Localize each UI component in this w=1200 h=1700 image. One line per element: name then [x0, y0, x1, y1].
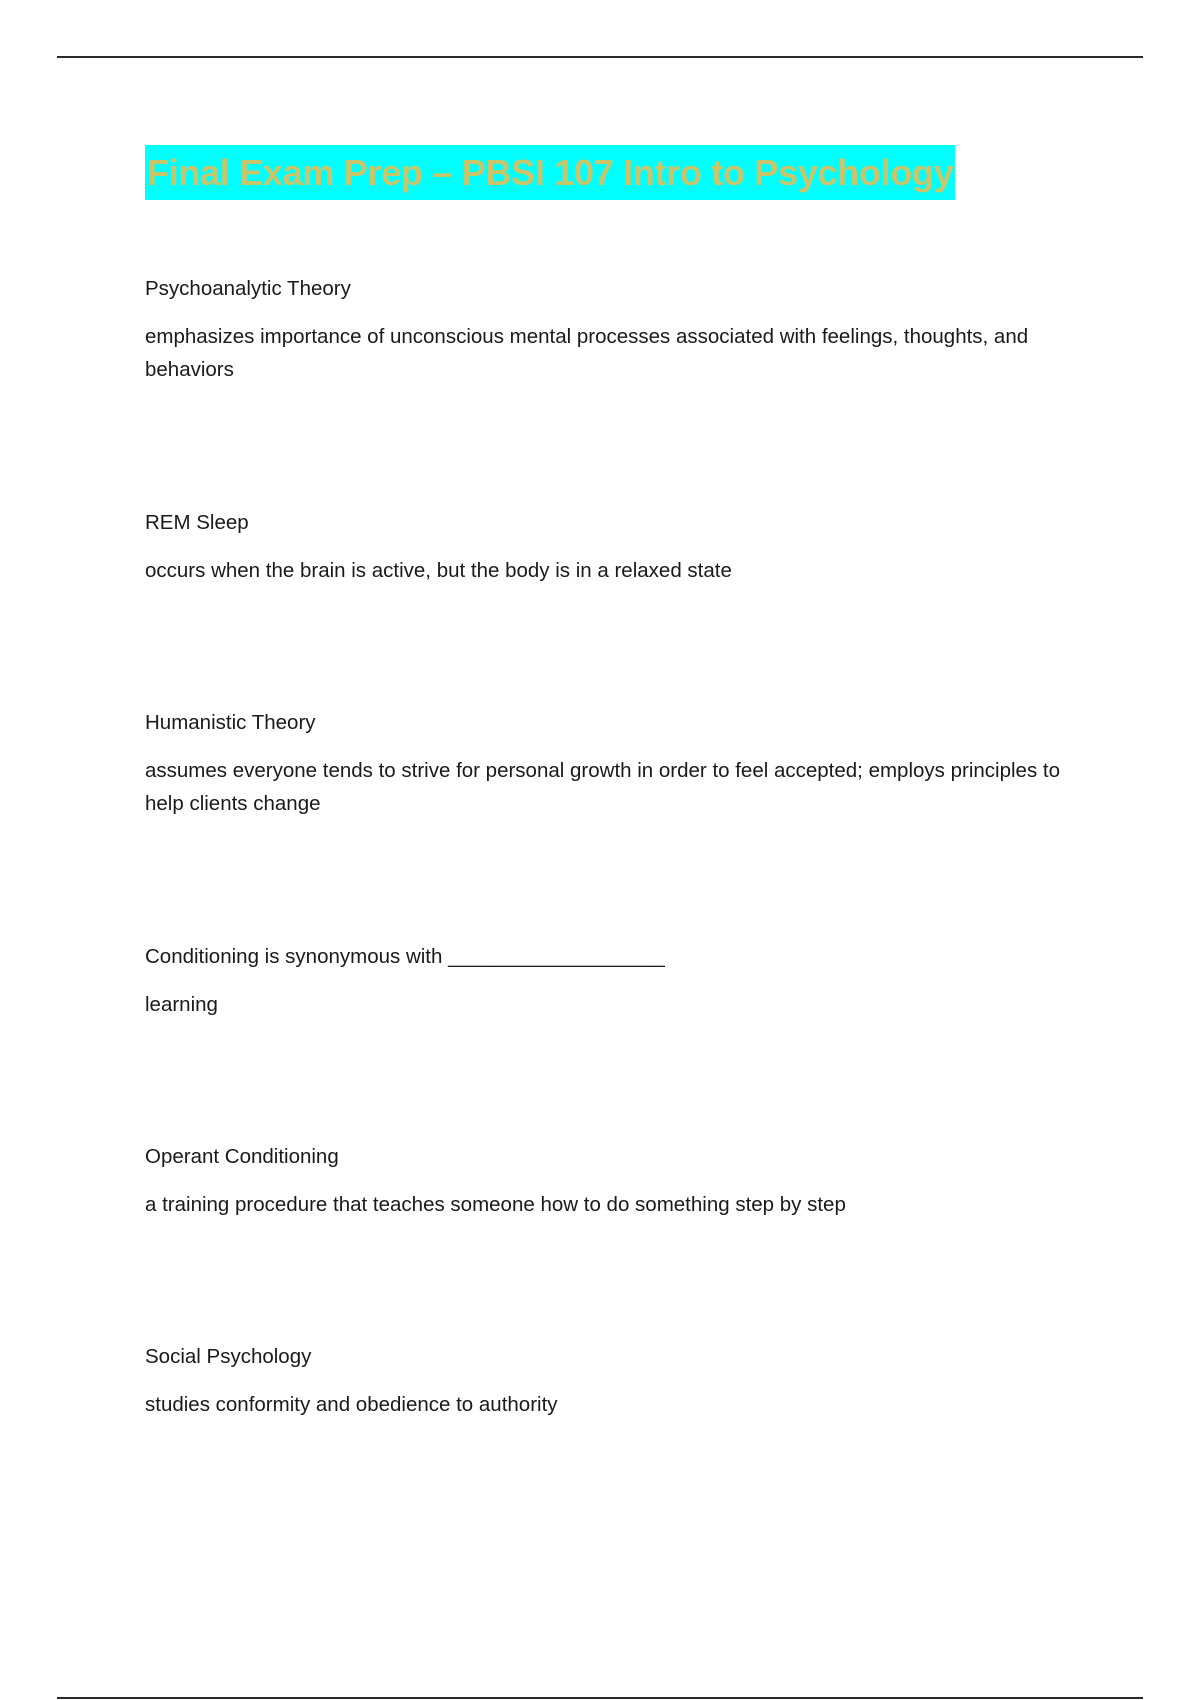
card-definition: assumes everyone tends to strive for personal growth in order to feel accepted; employs principles to help clients change	[145, 759, 1060, 815]
header-rule	[57, 56, 1143, 58]
card-term: Operant Conditioning	[145, 1145, 339, 1168]
card-term: Psychoanalytic Theory	[145, 277, 351, 300]
flashcard-1	[145, 274, 1065, 386]
card-term: Humanistic Theory	[145, 711, 316, 734]
flashcard-4	[145, 942, 1065, 1021]
card-term: REM Sleep	[145, 511, 249, 534]
card-definition: studies conformity and obedience to authority	[145, 1393, 558, 1416]
flashcard-5	[145, 1142, 1065, 1221]
flashcard-2	[145, 508, 1065, 587]
card-definition: a training procedure that teaches someone how to do something step by step	[145, 1193, 846, 1216]
card-definition: learning	[145, 993, 218, 1016]
title-block	[145, 145, 955, 200]
flashcard-6	[145, 1342, 1065, 1421]
footer-rule	[57, 1697, 1143, 1699]
card-term: Conditioning is synonymous with ___________________	[145, 945, 665, 968]
document-title: Final Exam Prep – PBSI 107 Intro to Psychology	[145, 145, 955, 200]
flashcard-3	[145, 708, 1065, 820]
card-definition: occurs when the brain is active, but the body is in a relaxed state	[145, 559, 732, 582]
card-definition: emphasizes importance of unconscious mental processes associated with feelings, thoughts, and behaviors	[145, 325, 1029, 381]
card-term: Social Psychology	[145, 1345, 312, 1368]
